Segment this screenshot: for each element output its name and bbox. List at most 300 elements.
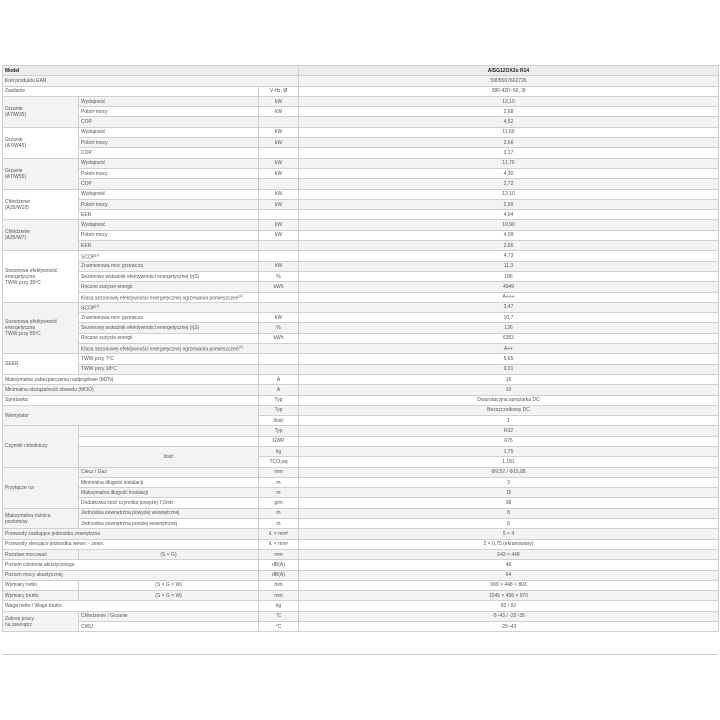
table-row	[3, 374, 719, 384]
table-row	[3, 251, 719, 261]
table-cell	[79, 220, 259, 230]
table-cell	[3, 302, 79, 353]
table-row	[3, 354, 719, 364]
footnote-marker: (2)	[238, 345, 243, 350]
table-cell	[3, 549, 79, 559]
cell-text: mm	[274, 582, 283, 589]
table-row	[3, 601, 719, 611]
cell-text: Chłodzenie (A35/W7)	[5, 229, 31, 242]
cell-text: EER	[81, 211, 92, 218]
table-cell	[259, 426, 299, 436]
table-cell	[299, 580, 719, 590]
table-cell	[79, 344, 259, 354]
table-cell	[259, 395, 299, 405]
table-cell	[3, 467, 79, 508]
table-cell	[79, 230, 259, 240]
cell-text: kW	[274, 191, 283, 198]
cell-text: Pobór mocy	[81, 232, 108, 239]
cell-text: Wydajność	[81, 160, 106, 167]
table-cell	[3, 529, 259, 539]
table-row	[3, 168, 719, 178]
cell-text: Minimalna długość instalacji	[81, 479, 143, 486]
table-cell	[259, 333, 299, 343]
cell-text: 3,47	[503, 304, 514, 311]
cell-text: Sezonowa efektywność energetyczna TWW przy 55ºC	[5, 319, 58, 338]
cell-text: Pobór mocy	[81, 139, 108, 146]
cell-text: Φ9,52 / Φ15,88	[491, 469, 526, 476]
table-cell	[299, 127, 719, 137]
table-row	[3, 446, 719, 456]
cell-text: Zakres pracy na zewnątrz	[5, 615, 34, 628]
cell-text: 1045 × 458 × 970	[488, 592, 529, 599]
table-cell	[299, 189, 719, 199]
cell-text: TWW przy 7ºC	[81, 355, 114, 362]
table-cell	[3, 601, 259, 611]
cell-text: dB(A)	[272, 561, 285, 568]
cell-text: -25~43	[500, 623, 517, 630]
table-cell	[3, 158, 79, 189]
cell-text: 10,90	[502, 222, 515, 229]
cell-text: 6353	[502, 335, 515, 342]
cell-text: kW	[274, 263, 283, 270]
table-cell	[3, 508, 79, 529]
cell-text: Chłodzenie / Grzanie	[81, 613, 128, 620]
table-cell	[299, 344, 719, 354]
table-row	[3, 76, 719, 86]
cell-text: Wymiary netto	[5, 582, 37, 589]
table-cell	[79, 477, 259, 487]
table-cell	[299, 457, 719, 467]
table-row	[3, 189, 719, 199]
table-cell	[299, 199, 719, 209]
table-cell	[259, 261, 299, 271]
table-row	[3, 230, 719, 240]
table-bottom-border	[2, 654, 718, 655]
table-cell	[79, 168, 259, 178]
table-cell	[299, 158, 719, 168]
cell-text: 4,09	[503, 232, 514, 239]
table-cell	[3, 570, 259, 580]
table-cell	[3, 591, 79, 601]
cell-text: SCOP	[81, 305, 96, 312]
table-cell	[3, 354, 79, 375]
table-cell	[299, 539, 719, 549]
table-cell	[79, 519, 259, 529]
header-label: Model	[3, 66, 299, 76]
cell-text: kW	[274, 201, 283, 208]
table-cell	[79, 96, 259, 106]
table-cell	[299, 591, 719, 601]
cell-text: Rozstaw mocowań	[5, 551, 47, 558]
table-cell	[79, 241, 259, 251]
table-cell	[259, 199, 299, 209]
cell-text: Pobór mocy	[81, 201, 108, 208]
table-cell	[79, 498, 259, 508]
table-row	[3, 622, 719, 632]
cell-text: kg	[275, 448, 282, 455]
cell-text: 16	[505, 376, 512, 383]
cell-text: Zasilanie	[5, 88, 26, 95]
cell-text: 11,60	[502, 129, 515, 136]
cell-text: COP	[81, 150, 92, 157]
cell-text: -5~43 / -25~35	[492, 613, 525, 620]
table-cell	[259, 86, 299, 96]
cell-text: TWW przy 18ºC	[81, 366, 117, 373]
table-row	[3, 477, 719, 487]
table-cell	[299, 302, 719, 312]
table-cell	[259, 539, 299, 549]
table-cell	[299, 601, 719, 611]
table-cell	[259, 519, 299, 529]
table-cell	[3, 405, 259, 426]
cell-text: kW	[274, 170, 283, 177]
cell-text: mm	[274, 469, 283, 476]
cell-text: 1,181	[502, 458, 515, 465]
table-cell	[259, 138, 299, 148]
footnote-marker: (2)	[238, 293, 243, 298]
table-row	[3, 313, 719, 323]
cell-text: 2,99	[503, 201, 514, 208]
table-cell	[3, 539, 259, 549]
spec-table	[2, 65, 719, 632]
table-cell	[259, 467, 299, 477]
cell-text: Sezonowy wskaźnik efektywności energetycznej (ηS)	[81, 325, 200, 332]
table-cell	[3, 560, 259, 570]
header-row	[3, 66, 719, 76]
cell-text: Typ	[274, 407, 283, 414]
table-cell	[299, 210, 719, 220]
table-cell	[3, 251, 79, 302]
cell-text: COP	[81, 180, 92, 187]
table-cell	[299, 611, 719, 621]
cell-text: A++	[503, 345, 514, 352]
table-row	[3, 96, 719, 106]
cell-text: m	[276, 520, 281, 527]
cell-text: %	[276, 325, 281, 332]
cell-text: kW	[274, 139, 283, 146]
table-cell	[299, 271, 719, 281]
cell-text: kW	[274, 222, 283, 229]
table-cell	[299, 467, 719, 477]
cell-text: Maksymalne zabezpieczenia nadprądowe (MZN)	[5, 376, 114, 383]
table-cell	[259, 622, 299, 632]
table-cell	[79, 158, 259, 168]
cell-text: 3,66	[503, 139, 514, 146]
cell-text: dB(A)	[272, 572, 285, 579]
table-cell	[259, 488, 299, 498]
table-cell	[259, 446, 299, 456]
table-row	[3, 127, 719, 137]
table-row	[3, 385, 719, 395]
footnote-marker: (1)	[95, 304, 100, 309]
table-cell	[259, 570, 299, 580]
table-cell	[299, 395, 719, 405]
cell-text: 2 × 0,75 (ekranowany)	[483, 541, 534, 548]
table-cell	[3, 76, 299, 86]
table-row	[3, 405, 719, 415]
table-row	[3, 302, 719, 312]
table-cell	[299, 282, 719, 292]
cell-text: Dwurotacyjna sprężarka DC	[477, 397, 540, 404]
table-cell	[299, 519, 719, 529]
cell-text: Chłodzenie (A35/W18)	[5, 198, 31, 211]
table-row	[3, 580, 719, 590]
table-cell	[259, 344, 299, 354]
cell-text: 1	[507, 417, 510, 424]
cell-text: 1,75	[503, 448, 514, 455]
cell-text: Ilość	[163, 453, 174, 460]
table-cell	[79, 179, 259, 189]
table-row	[3, 344, 719, 354]
cell-text: 999 × 448 × 803	[490, 582, 527, 589]
cell-text: Wydajność	[81, 129, 106, 136]
table-row	[3, 488, 719, 498]
cell-text: m	[276, 489, 281, 496]
table-row	[3, 148, 719, 158]
table-row	[3, 426, 719, 436]
cell-text: Wentylator	[5, 412, 29, 419]
table-row	[3, 570, 719, 580]
table-cell	[259, 220, 299, 230]
cell-text: kW	[274, 108, 283, 115]
cell-text: Typ	[274, 428, 283, 435]
cell-text: mm	[274, 551, 283, 558]
table-cell	[259, 179, 299, 189]
table-row	[3, 591, 719, 601]
table-cell	[3, 96, 79, 127]
table-cell	[79, 138, 259, 148]
table-row	[3, 199, 719, 209]
table-cell	[3, 127, 79, 158]
cell-text: 12,10	[502, 191, 515, 198]
cell-text: 83 / 92	[500, 603, 517, 610]
cell-text: Grzanie (A7/W45)	[5, 136, 27, 149]
table-cell	[299, 333, 719, 343]
table-cell	[79, 467, 259, 477]
table-cell	[259, 189, 299, 199]
table-cell	[299, 251, 719, 261]
cell-text: Poziom mocy akustycznej	[5, 572, 63, 579]
table-cell	[79, 333, 259, 343]
cell-text: COP	[81, 119, 92, 126]
table-cell	[259, 457, 299, 467]
cell-text: g/m	[274, 500, 283, 507]
table-cell	[299, 117, 719, 127]
table-row	[3, 529, 719, 539]
table-cell	[299, 220, 719, 230]
cell-text: 3	[507, 479, 510, 486]
table-cell	[259, 364, 299, 374]
table-cell	[299, 364, 719, 374]
cell-text: Typ	[274, 397, 283, 404]
cell-text: 46	[505, 561, 512, 568]
cell-text: 11,70	[502, 160, 515, 167]
table-cell	[79, 488, 259, 498]
table-row	[3, 210, 719, 220]
cell-text: CWU	[81, 623, 93, 630]
table-cell	[299, 498, 719, 508]
cell-text: kW	[274, 129, 283, 136]
table-cell	[79, 292, 259, 302]
cell-text: 5905567602726	[490, 77, 527, 84]
table-row	[3, 549, 719, 559]
cell-text: Klasa sezonowej efektywności energetycznej ogrzewania pomieszczeń	[81, 346, 239, 353]
table-cell	[259, 436, 299, 446]
cell-text: 136	[504, 325, 513, 332]
table-cell	[299, 549, 719, 559]
cell-text: 11,3	[503, 263, 514, 270]
cell-text: m	[276, 479, 281, 486]
cell-text: Sezonowy wskaźnik efektywności energetycznej (ηS)	[81, 273, 200, 280]
table-cell	[3, 611, 79, 632]
table-row	[3, 539, 719, 549]
table-row	[3, 498, 719, 508]
table-row	[3, 241, 719, 251]
table-cell	[259, 477, 299, 487]
cell-text: 64	[505, 572, 512, 579]
table-cell	[299, 560, 719, 570]
cell-text: %	[276, 273, 281, 280]
cell-text: 8	[507, 520, 510, 527]
table-cell	[79, 446, 259, 467]
cell-text: Kod produktu EAN	[5, 77, 47, 84]
cell-text: Jednostka zewnętrzna poniżej wewnętrznej	[81, 520, 178, 527]
cell-text: Dodatkowa ilość czynnika powyżej 7,5mb	[81, 500, 173, 507]
table-row	[3, 560, 719, 570]
table-cell	[259, 168, 299, 178]
cell-text: (S × G × W)	[155, 592, 182, 599]
cell-text: EER	[81, 242, 92, 249]
cell-text: 5 × 4	[502, 531, 515, 537]
table-cell	[79, 508, 259, 518]
cell-text: Przewody zasilające jednostka zewnętrzna	[5, 531, 101, 537]
cell-text: Klasa sezonowej efektywności energetycznej ogrzewania pomieszczeń	[81, 295, 239, 302]
cell-text: m	[276, 510, 281, 517]
table-cell	[79, 117, 259, 127]
cell-text: kW	[274, 232, 283, 239]
cell-text: kg	[275, 603, 282, 610]
table-row	[3, 467, 719, 477]
table-row	[3, 519, 719, 529]
table-row	[3, 611, 719, 621]
table-cell	[259, 498, 299, 508]
table-cell	[299, 426, 719, 436]
table-row	[3, 158, 719, 168]
table-row	[3, 436, 719, 446]
table-row	[3, 117, 719, 127]
table-cell	[299, 416, 719, 426]
cell-text: 2,68	[503, 108, 514, 115]
cell-text: 4,73	[503, 252, 514, 259]
cell-text: 2,72	[503, 180, 514, 187]
cell-text: 675	[504, 438, 513, 445]
cell-text: Ciecz / Gaz	[81, 469, 107, 476]
table-cell	[79, 313, 259, 323]
cell-text: 643 × 448	[497, 551, 520, 558]
table-cell	[259, 385, 299, 395]
cell-text: Wydajność	[81, 191, 106, 198]
table-cell	[79, 364, 259, 374]
table-cell	[299, 508, 719, 518]
table-cell	[259, 271, 299, 281]
cell-text: 10	[505, 386, 512, 393]
cell-text: Grzanie (A7/W55)	[5, 167, 27, 180]
table-cell	[259, 96, 299, 106]
table-cell	[259, 292, 299, 302]
cell-text: 8	[507, 510, 510, 517]
cell-text: kWh	[273, 335, 284, 342]
table-cell	[259, 107, 299, 117]
table-row	[3, 138, 719, 148]
table-cell	[299, 168, 719, 178]
cell-text: TCO₂eq	[269, 458, 288, 465]
cell-text: °C	[275, 613, 282, 620]
table-cell	[259, 302, 299, 312]
cell-text: Ilość	[273, 417, 284, 424]
cell-text: 15	[505, 489, 512, 496]
cell-text: 10,7	[503, 314, 514, 321]
table-cell	[259, 127, 299, 137]
table-cell	[299, 292, 719, 302]
table-row	[3, 333, 719, 343]
table-cell	[79, 611, 259, 621]
cell-text: kW	[274, 314, 283, 321]
table-cell	[3, 395, 259, 405]
cell-text: kWh	[273, 283, 284, 290]
cell-text: kW	[274, 160, 283, 167]
table-cell	[79, 436, 259, 446]
cell-text: SCOP	[81, 254, 96, 261]
cell-text: SEER	[5, 361, 19, 368]
table-cell	[79, 189, 259, 199]
cell-text: 4,04	[503, 211, 514, 218]
table-cell	[299, 446, 719, 456]
cell-text: Znamionowa moc grzewcza	[81, 314, 143, 321]
table-cell	[3, 374, 259, 384]
table-cell	[3, 86, 259, 96]
table-cell	[299, 76, 719, 86]
table-cell	[259, 374, 299, 384]
table-cell	[259, 405, 299, 415]
cell-text: V-Hz, Ø	[269, 88, 288, 95]
cell-text: 3,17	[503, 150, 514, 157]
spec-table-body	[3, 66, 719, 632]
table-cell	[259, 601, 299, 611]
table-cell	[79, 354, 259, 364]
cell-text: Roczne zużycie energii	[81, 335, 133, 342]
model-name: AISG12OX3o R14	[299, 66, 719, 76]
cell-text: GWP	[272, 438, 285, 445]
cell-text: kW	[274, 98, 283, 105]
cell-text: Sezonowa efektywność energetyczna TWW przy 35ºC	[5, 267, 58, 286]
table-cell	[299, 385, 719, 395]
table-cell	[79, 323, 259, 333]
cell-text: 5,65	[503, 355, 514, 362]
table-row	[3, 282, 719, 292]
table-cell	[79, 622, 259, 632]
cell-text: Wymiary brutto	[5, 592, 39, 599]
cell-text: A	[276, 376, 281, 383]
table-cell	[299, 374, 719, 384]
table-cell	[79, 271, 259, 281]
table-cell	[259, 611, 299, 621]
spec-table-container	[2, 65, 718, 632]
table-cell	[299, 622, 719, 632]
cell-text: Bezszczotkowy DC	[487, 407, 530, 414]
cell-text: Roczne zużycie energii	[81, 283, 133, 290]
table-cell	[259, 323, 299, 333]
cell-text: 380-420~50, 3f	[491, 88, 526, 95]
